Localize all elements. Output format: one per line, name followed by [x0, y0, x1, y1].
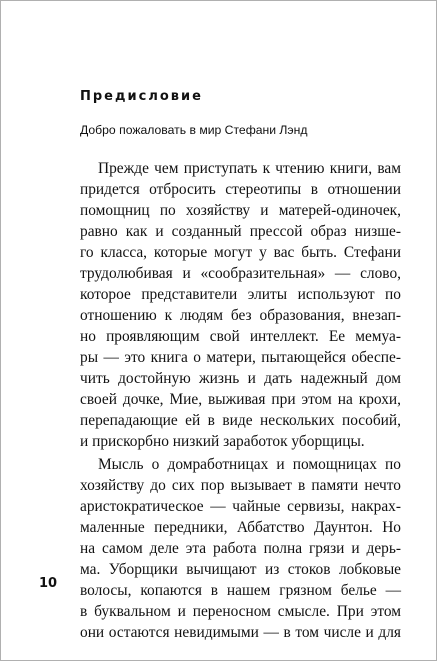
paragraph-line: чить достойную жизнь и дать надежный дом — [80, 370, 401, 387]
paragraph-line: придется отбросить стереотипы в отношении — [80, 181, 401, 198]
paragraph-line: помощниц по хозяйству и матерей-одиночек, — [80, 202, 401, 219]
paragraph-line: отношению к людям без образования, внезап- — [80, 307, 401, 324]
paragraph-line: аристократическое — чайные сервизы, накрах- — [80, 498, 401, 515]
paragraph-line: они остаются невидимыми — в том числе и для — [80, 624, 401, 641]
paragraph-line: хозяйству до сих пор вызывает в памяти нечто — [80, 477, 401, 494]
chapter-title: Предисловие — [80, 89, 203, 104]
paragraph-line: перепадающие ей в виде нескольких пособий, — [80, 412, 401, 429]
paragraph-line: на самом деле эта работа полна грязи и дерь- — [80, 540, 401, 557]
paragraph-line: маленные передники, Аббатство Даунтон. Но — [80, 519, 401, 536]
paragraph-line: волосы, копаются в нашем грязном белье — — [80, 582, 401, 599]
page-number: 10 — [39, 576, 58, 591]
paragraph-line: но проявляющим свой интеллект. Ее мемуа- — [80, 328, 401, 345]
paragraph-line: го класса, которые могут у вас быть. Стефани — [80, 244, 401, 261]
paragraph-line: которое представители элиты используют по — [80, 286, 401, 303]
paragraph-line: трудолюбивая и «сообразительная» — слово, — [80, 265, 401, 282]
paragraph-line: и прискорбно низкий заработок уборщицы. — [80, 433, 365, 450]
paragraph-line: своей дочке, Мие, выживая при этом на крохи, — [80, 391, 401, 408]
paragraph-line: ры — это книга о матери, пытающейся обеспе- — [80, 349, 401, 366]
paragraph-line: Прежде чем приступать к чтению книги, вам — [98, 160, 401, 177]
paragraph-line: равно как и созданный прессой образ низше- — [80, 223, 401, 240]
paragraph-line: ма. Уборщики вычищают из стоков лобковые — [80, 561, 401, 578]
chapter-subtitle: Добро пожаловать в мир Стефани Лэнд — [80, 123, 308, 137]
paragraph-line: в буквальном и переносном смысле. При этом — [80, 603, 401, 620]
paragraph-line: Мысль о домработницах и помощницах по — [98, 456, 401, 473]
